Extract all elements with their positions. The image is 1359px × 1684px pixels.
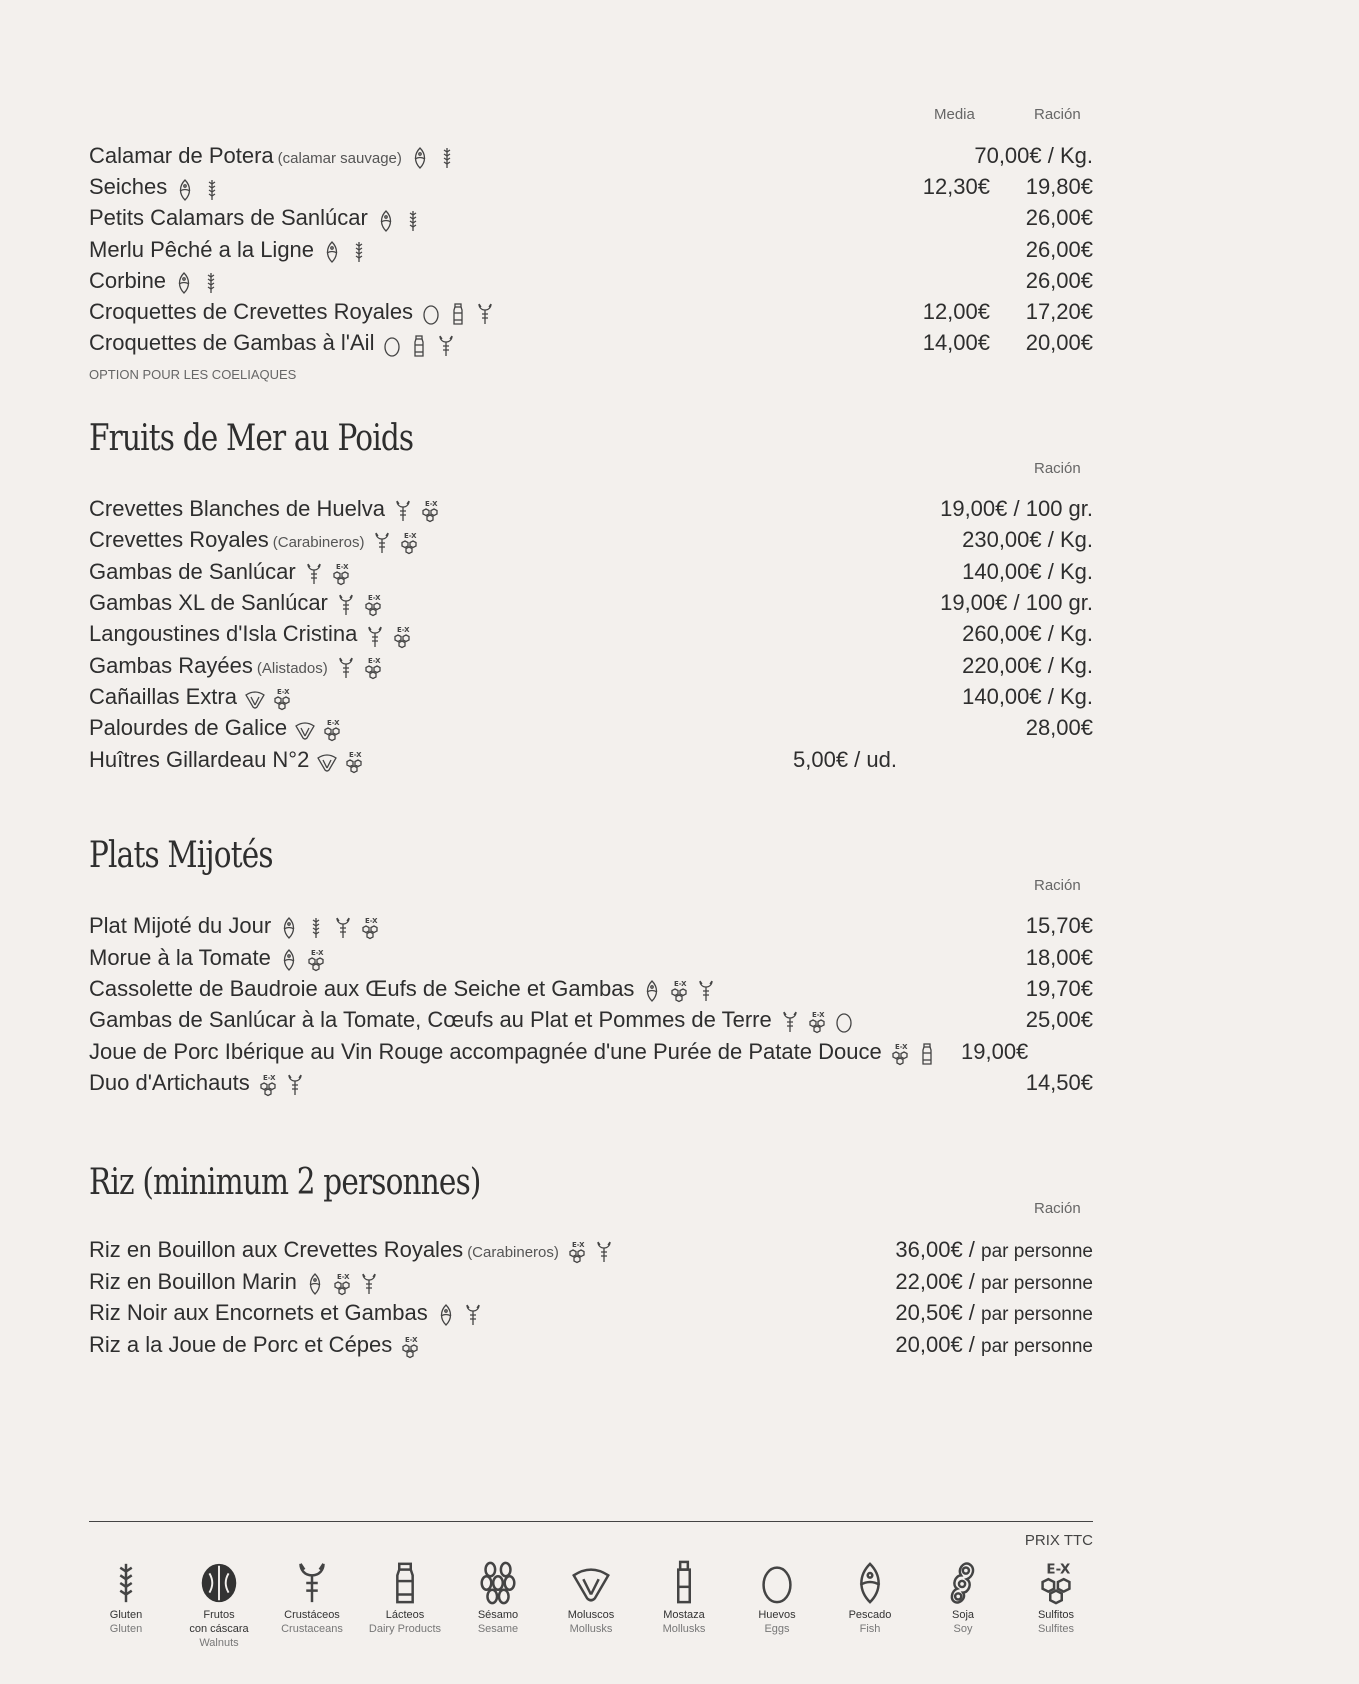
svg-text:E-X: E-X [367, 656, 381, 665]
dish-name [89, 1330, 425, 1361]
dish-title: Joue de Porc Ibérique au Vin Rouge accompagnée d'une Purée de Patate Douce [89, 1039, 882, 1064]
allergen-icons [380, 329, 461, 359]
svg-text:E-X: E-X [1046, 1562, 1071, 1578]
mollusk-icon [293, 718, 317, 742]
fish-icon [172, 271, 196, 295]
option-note: OPTION POUR LES COELIAQUES [89, 367, 297, 382]
price-value: 140,00€ / Kg. [962, 558, 1093, 584]
menu-item [89, 172, 1093, 202]
sulfite-icon [667, 979, 691, 1003]
crustacean-icon [473, 302, 497, 326]
legend-label-es: Frutos con cáscara [189, 1609, 249, 1635]
dish-name [89, 911, 385, 942]
menu-item [89, 328, 1093, 358]
price-value: 230,00€ / Kg. [962, 527, 1093, 553]
allergen-icons [565, 1236, 619, 1266]
price-value: 220,00€ / Kg. [962, 652, 1093, 678]
crustacean-icon [331, 916, 355, 940]
price [1026, 911, 1093, 941]
price [1026, 974, 1093, 1004]
price [940, 588, 1093, 618]
dish-name [89, 141, 462, 174]
menu-item [89, 203, 1093, 233]
prix-ttc: PRIX TTC [1024, 1532, 1093, 1549]
column-header: Ración [1034, 877, 1081, 894]
menu-item [89, 1068, 1093, 1098]
soy-icon [940, 1560, 986, 1606]
svg-text:E-X: E-X [336, 1272, 350, 1281]
allergen-icons [888, 1038, 942, 1068]
legend-label-en: Sesame [477, 1623, 519, 1635]
sulfite-icon [330, 1272, 354, 1296]
sulfite-icon [418, 499, 442, 523]
dish-title: Riz en Bouillon Marin [89, 1268, 297, 1294]
gluten-icon [199, 271, 223, 295]
dish-title: Gambas de Sanlúcar à la Tomate, Cœufs au Plat et Pommes de Terre [89, 1007, 772, 1032]
legend-label-en: Walnuts [199, 1637, 239, 1649]
sulfite-icon [361, 656, 385, 680]
allergen-icons [640, 975, 721, 1005]
legend-item [830, 1560, 910, 1636]
price [940, 494, 1093, 524]
allergen-icons [370, 526, 424, 556]
svg-text:E-X: E-X [674, 980, 687, 989]
menu-item [89, 141, 1093, 171]
menu-item [89, 943, 1093, 973]
sulfite-icon [397, 531, 421, 555]
legend-label-es: Sésamo [477, 1609, 519, 1621]
fish-icon [277, 948, 301, 972]
dish-title: Plat Mijoté du Jour [89, 913, 272, 938]
allergen-icons [243, 683, 297, 713]
legend-label-en: Mollusks [662, 1623, 706, 1635]
price-value: 28,00€ [1025, 715, 1093, 741]
dish-name [89, 525, 424, 558]
price-value: 19,00€ / 100 gr. [940, 496, 1093, 521]
svg-text:E-X: E-X [571, 1241, 585, 1250]
divider [89, 1521, 1093, 1522]
legend-label-es: Soja [951, 1609, 975, 1621]
dish-name [89, 943, 331, 974]
dish-note: (calamar sauvage) [277, 150, 402, 167]
menu-item [89, 494, 1093, 524]
allergen-icons [302, 558, 356, 588]
sesame-icon [475, 1560, 521, 1606]
gluten-icon [103, 1560, 149, 1606]
fish-icon [374, 209, 398, 233]
egg-icon [419, 302, 443, 326]
legend-label-en: Dairy Products [368, 1623, 442, 1635]
dish-title: Gambas de Sanlúcar [89, 558, 296, 584]
legend-label-en: Gluten [109, 1623, 143, 1635]
crustacean-icon [289, 1560, 335, 1606]
legend-label-en: Eggs [764, 1623, 790, 1635]
price [895, 1330, 1093, 1362]
svg-text:E-X: E-X [811, 1011, 825, 1020]
price [962, 651, 1093, 681]
dish-name [89, 651, 388, 684]
mollusk-icon [568, 1560, 614, 1606]
price [962, 619, 1093, 649]
menu-item [89, 1267, 1093, 1297]
dish-title: Croquettes de Gambas à l'Ail [89, 330, 375, 356]
price [1026, 713, 1093, 743]
price-value: 19,80€ [1025, 174, 1093, 200]
price [895, 1267, 1093, 1299]
gluten-icon [347, 240, 371, 264]
menu-item [89, 745, 1093, 775]
allergen-icons [419, 298, 500, 328]
media-price: 14,00€ [922, 330, 990, 356]
column-header: Media [934, 106, 975, 123]
crustacean-icon [694, 979, 718, 1003]
allergen-icons [303, 1268, 384, 1298]
section-title: Plats Mijotés [89, 835, 273, 876]
price [962, 525, 1093, 555]
dish-title: Cassolette de Baudroie aux Œufs de Seiche et Gambas [89, 976, 635, 1001]
sulfite-icon [1033, 1560, 1079, 1606]
dish-name [89, 297, 500, 328]
svg-text:E-X: E-X [335, 562, 349, 571]
allergen-icons [434, 1299, 488, 1329]
per-person: par personne [981, 1304, 1093, 1325]
menu-item [89, 1235, 1093, 1265]
price-value: 22,00€ / [895, 1268, 975, 1294]
svg-text:E-X: E-X [310, 949, 324, 958]
crustacean-icon [592, 1240, 616, 1264]
dish-title: Petits Calamars de Sanlúcar [89, 205, 368, 231]
price [1026, 1068, 1093, 1098]
legend-label-en: Mollusks [569, 1623, 613, 1635]
dish-name [89, 235, 374, 266]
egg-icon [380, 334, 404, 358]
allergen-icons [363, 620, 417, 650]
dairy-icon [382, 1560, 428, 1606]
dairy-icon [446, 302, 470, 326]
dish-name [89, 682, 297, 713]
per-person: par personne [981, 1272, 1093, 1294]
crustacean-icon [778, 1010, 802, 1034]
price [1026, 943, 1093, 973]
sulfite-icon [256, 1073, 280, 1097]
price [1026, 203, 1093, 233]
column-header: Ración [1034, 460, 1081, 477]
dish-title: Gambas Rayées [89, 652, 253, 678]
dish-name [89, 494, 445, 525]
media-price: 12,00€ [922, 299, 990, 324]
legend-label-es: Lácteos [385, 1609, 425, 1621]
price [962, 557, 1093, 587]
menu-item [89, 1298, 1093, 1328]
legend-label-en: Soy [953, 1623, 973, 1635]
sulfite-icon [565, 1240, 589, 1264]
fish-icon [434, 1303, 458, 1327]
dish-name [89, 1235, 619, 1268]
mollusk-icon [315, 750, 339, 774]
sulfite-icon [358, 916, 382, 940]
dairy-icon [915, 1042, 939, 1066]
dish-title: Croquettes de Crevettes Royales [89, 299, 414, 324]
svg-text:E-X: E-X [424, 500, 438, 509]
menu-item [89, 235, 1093, 265]
crustacean-icon [461, 1303, 485, 1327]
dish-name [89, 619, 417, 650]
dish-note: (Alistados) [256, 659, 328, 677]
walnut-icon [196, 1560, 242, 1606]
crustacean-icon [363, 625, 387, 649]
dish-title: Huîtres Gillardeau N°2 [89, 747, 310, 772]
gluten-icon [401, 209, 425, 233]
price: 19,00€ [961, 1039, 1029, 1064]
fish-icon [847, 1560, 893, 1606]
section-title: Fruits de Mer au Poids [89, 418, 414, 459]
price-value: 140,00€ / Kg. [962, 683, 1093, 709]
price-value: 20,50€ / [895, 1300, 975, 1325]
price [1026, 172, 1093, 202]
column-header: Ración [1034, 1200, 1081, 1217]
menu-item [89, 682, 1093, 712]
allergen-icons [277, 944, 331, 974]
sulfite-icon [888, 1042, 912, 1066]
menu-item [89, 651, 1093, 681]
sulfite-icon [329, 562, 353, 586]
per-person: par personne [981, 1335, 1093, 1357]
allergen-icons [778, 1006, 859, 1036]
legend-label-es: Moluscos [567, 1609, 615, 1621]
menu-item [89, 974, 1093, 1004]
menu-item [89, 525, 1093, 555]
svg-text:E-X: E-X [327, 719, 340, 728]
price-value: 20,00€ / [895, 1331, 975, 1357]
dish-name [89, 713, 347, 744]
sulfite-icon [342, 750, 366, 774]
dish-title: Gambas XL de Sanlúcar [89, 589, 328, 615]
legend-label-es: Crustáceos [284, 1609, 340, 1621]
price-value: 25,00€ [1025, 1007, 1093, 1032]
fish-icon [277, 916, 301, 940]
dish-note: (Carabineros) [272, 534, 365, 552]
crustacean-icon [391, 499, 415, 523]
price [1026, 1005, 1093, 1035]
legend-item [737, 1560, 817, 1636]
allergen-icons [334, 589, 388, 619]
dish-name [89, 557, 356, 588]
crustacean-icon [334, 593, 358, 617]
dish-title: Riz en Bouillon aux Crevettes Royales [89, 1237, 464, 1262]
legend-label-en: Crustaceans [281, 1623, 343, 1635]
allergen-icons [277, 912, 385, 942]
legend-label-es: Mostaza [663, 1609, 705, 1621]
price-value: 26,00€ [1025, 236, 1093, 262]
legend-label-es: Gluten [109, 1609, 143, 1621]
price-value: 14,50€ [1025, 1070, 1093, 1095]
fish-icon [640, 979, 664, 1003]
legend-item [272, 1560, 352, 1636]
allergen-icons [398, 1331, 425, 1361]
crustacean-icon [434, 334, 458, 358]
egg-icon [832, 1010, 856, 1034]
price-value: 36,00€ / [895, 1237, 975, 1262]
dish-name [89, 745, 369, 776]
dish-title: Merlu Pêché a la Ligne [89, 236, 315, 262]
legend-item [458, 1560, 538, 1636]
mollusk-icon [243, 687, 267, 711]
media-price: 12,30€ [922, 174, 990, 200]
menu-item [89, 557, 1093, 587]
legend-item [179, 1560, 259, 1650]
dish-name [89, 588, 388, 619]
dish-title: Cañaillas Extra [89, 683, 237, 709]
dish-title: Morue à la Tomate [89, 945, 271, 970]
section-title: Riz (minimum 2 personnes) [89, 1162, 481, 1203]
menu-item [89, 266, 1093, 296]
allergen-icons [172, 267, 226, 297]
gluten-icon [435, 146, 459, 170]
legend-item [551, 1560, 631, 1636]
dish-name [89, 172, 227, 203]
svg-text:E-X: E-X [404, 531, 417, 540]
menu-item [89, 911, 1093, 941]
per-person: par personne [981, 1241, 1093, 1262]
fish-icon [408, 146, 432, 170]
legend-label-en: Sulfites [1037, 1623, 1075, 1635]
dish-name [89, 1068, 310, 1099]
price-value: 18,00€ [1025, 945, 1093, 970]
price [895, 1298, 1093, 1330]
dish-title: Corbine [89, 267, 167, 293]
menu-item [89, 1330, 1093, 1360]
price: 5,00€ / ud. [793, 747, 897, 772]
price-value: 260,00€ / Kg. [962, 621, 1093, 647]
crustacean-icon [370, 531, 394, 555]
legend-label-en: Fish [859, 1623, 881, 1635]
price-value: 19,70€ [1025, 976, 1093, 1001]
dairy-icon [407, 334, 431, 358]
menu-item [89, 619, 1093, 649]
svg-text:E-X: E-X [894, 1043, 908, 1052]
menu-item [89, 1005, 1093, 1035]
dish-title: Crevettes Royales [89, 527, 269, 553]
allergen-icons [315, 746, 369, 776]
price [1026, 266, 1093, 296]
allergen-icons [391, 495, 445, 525]
allergen-icons [320, 236, 374, 266]
column-header: Ración [1034, 106, 1081, 123]
dish-title: Riz Noir aux Encornets et Gambas [89, 1300, 428, 1325]
sulfite-icon [361, 593, 385, 617]
price-value: 70,00€ / Kg. [974, 143, 1093, 168]
price [1026, 235, 1093, 265]
legend-label-es: Pescado [848, 1609, 892, 1621]
dish-title: Duo d'Artichauts [89, 1070, 250, 1095]
gluten-icon [304, 916, 328, 940]
legend-item [1016, 1560, 1096, 1636]
legend-item [86, 1560, 166, 1636]
sulfite-icon [805, 1010, 829, 1034]
mustard-icon [661, 1560, 707, 1606]
legend-item [365, 1560, 445, 1636]
svg-text:E-X: E-X [367, 594, 381, 603]
price-value: 19,00€ / 100 gr. [940, 589, 1093, 615]
menu-item [89, 1037, 1093, 1067]
price [1026, 297, 1093, 327]
dish-title: Riz a la Joue de Porc et Cépes [89, 1331, 393, 1357]
price [974, 141, 1093, 171]
dish-name [89, 974, 721, 1005]
allergen-icons [293, 714, 347, 744]
price-value: 15,70€ [1025, 913, 1093, 938]
price-value: 17,20€ [1025, 299, 1093, 324]
svg-text:E-X: E-X [276, 688, 290, 697]
fish-icon [173, 178, 197, 202]
legend-item [923, 1560, 1003, 1636]
crustacean-icon [302, 562, 326, 586]
dish-name [89, 266, 226, 297]
sulfite-icon [304, 948, 328, 972]
price-value: 20,00€ [1025, 330, 1093, 356]
dish-title: Calamar de Potera [89, 143, 274, 168]
sulfite-icon [390, 625, 414, 649]
dish-note: (Carabineros) [467, 1244, 559, 1261]
allergen-icons [334, 652, 388, 682]
dish-name [89, 1005, 859, 1036]
menu-item [89, 713, 1093, 743]
legend-label-es: Huevos [758, 1609, 796, 1621]
legend-item [644, 1560, 724, 1636]
sulfite-icon [320, 718, 344, 742]
price [895, 1235, 1093, 1267]
allergen-icons [408, 142, 462, 172]
svg-text:E-X: E-X [365, 917, 378, 926]
dish-name [89, 1267, 384, 1298]
legend-label-es: Sulfitos [1037, 1609, 1075, 1621]
egg-icon [754, 1560, 800, 1606]
gluten-icon [200, 178, 224, 202]
menu-item [89, 588, 1093, 618]
dish-title: Langoustines d'Isla Cristina [89, 621, 358, 647]
price [1026, 328, 1093, 358]
allergen-icons [173, 173, 227, 203]
dish-title: Crevettes Blanches de Huelva [89, 496, 385, 521]
dish-title: Seiches [89, 174, 168, 200]
price-value: 26,00€ [1025, 205, 1093, 231]
allergen-icons [374, 205, 428, 235]
menu-item [89, 297, 1093, 327]
dish-name [89, 203, 428, 234]
dish-title: Palourdes de Galice [89, 715, 288, 741]
dish-name [89, 1037, 942, 1068]
allergen-icons [256, 1069, 310, 1099]
crustacean-icon [357, 1272, 381, 1296]
fish-icon [320, 240, 344, 264]
svg-text:E-X: E-X [349, 751, 362, 760]
price-value: 26,00€ [1025, 267, 1093, 293]
fish-icon [303, 1272, 327, 1296]
crustacean-icon [283, 1073, 307, 1097]
sulfite-icon [270, 687, 294, 711]
sulfite-icon [398, 1335, 422, 1359]
crustacean-icon [334, 656, 358, 680]
dish-name [89, 328, 461, 359]
price [962, 682, 1093, 712]
svg-text:E-X: E-X [262, 1074, 276, 1083]
dish-name [89, 1298, 488, 1329]
svg-text:E-X: E-X [397, 625, 410, 634]
svg-text:E-X: E-X [405, 1335, 418, 1344]
